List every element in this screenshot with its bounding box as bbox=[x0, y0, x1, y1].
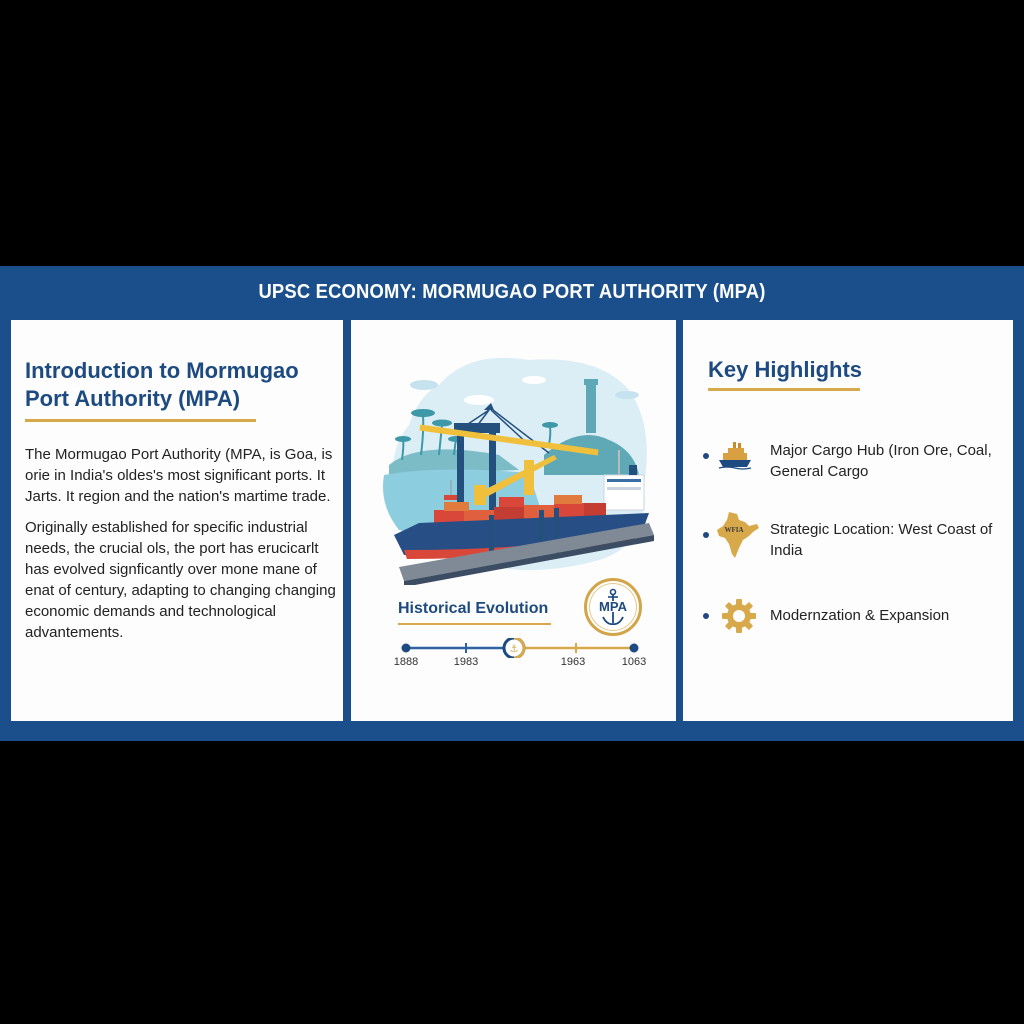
timeline-label-1: 1888 bbox=[393, 656, 419, 668]
highlight-item-location bbox=[703, 515, 1003, 565]
timeline-label-4: 1963 bbox=[560, 656, 586, 668]
highlight-text-location: Strategic Location: West Coast of India bbox=[770, 521, 993, 559]
bullet-dot bbox=[703, 613, 709, 619]
timeline-label-5: 1063 bbox=[621, 656, 647, 668]
history-timeline bbox=[393, 638, 647, 678]
highlights-panel bbox=[683, 320, 1013, 721]
badge-text: MPA bbox=[599, 599, 627, 614]
intro-heading-underline bbox=[25, 419, 256, 422]
india-map-icon bbox=[715, 510, 761, 567]
highlight-text-cargo: Major Cargo Hub (Iron Ore, Coal, General Cargo bbox=[770, 442, 992, 480]
intro-paragraph-1: The Mormugao Port Authority (MPA, is Goa, is orie in India's oldes's most significant ports. It Jarts. It region and the nation's martime trade. bbox=[25, 446, 333, 505]
gear-icon bbox=[721, 598, 757, 639]
bullet-dot bbox=[703, 532, 709, 538]
history-panel bbox=[351, 320, 676, 721]
highlight-item-modernization bbox=[703, 600, 1003, 650]
svg-text:WFIA: WFIA bbox=[724, 526, 744, 534]
cargo-ship-icon bbox=[717, 442, 753, 475]
history-heading: Historical Evolution bbox=[398, 600, 549, 617]
highlight-text-modernization: Modernzation & Expansion bbox=[770, 607, 950, 624]
page-title: UPSC ECONOMY: MORMUGAO PORT AUTHORITY (MPA) bbox=[258, 281, 766, 303]
bullet-dot bbox=[703, 453, 709, 459]
intro-panel bbox=[11, 320, 343, 721]
intro-heading: Introduction to Mormugao Port Authority (MPA) bbox=[25, 358, 299, 411]
port-illustration bbox=[379, 345, 659, 585]
mpa-anchor-badge bbox=[584, 578, 642, 636]
intro-paragraph-2: Originally established for specific industrial needs, the crucial ols, the port has erucicarlt has evolved signficantly over mone mane of enat of century, adapting to changing changing economic demands and technological advantements. bbox=[25, 519, 336, 641]
svg-text:⚓: ⚓ bbox=[509, 644, 519, 655]
highlight-item-cargo bbox=[703, 440, 1003, 490]
history-heading-underline bbox=[398, 623, 551, 625]
timeline-label-2: 1983 bbox=[453, 656, 479, 668]
highlights-heading: Key Highlights bbox=[708, 357, 863, 382]
highlights-heading-underline bbox=[708, 388, 860, 391]
